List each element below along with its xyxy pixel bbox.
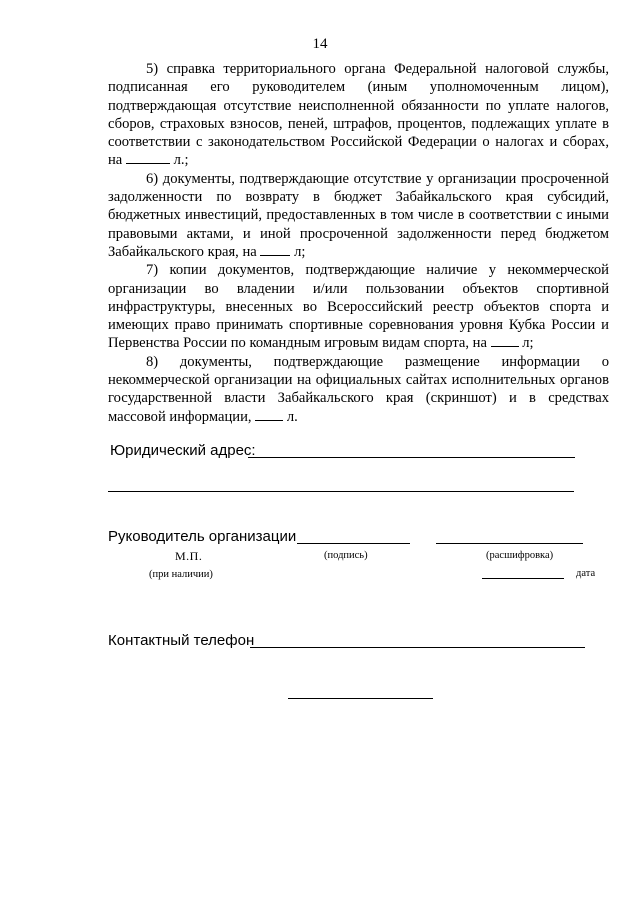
paragraph-suffix: л;: [290, 243, 306, 260]
page-count-blank: [255, 408, 283, 421]
page-count-blank: [491, 334, 519, 347]
paragraph-text: 7) копии документов, подтверждающие наличие у некоммерческой организации во владении и/или пользовании объектов спортивной инфраструктуры, внесенных во Всероссийский реестр объектов спорта и имеющих право принимать спортивные соревнования уровня Кубка России и Первенства России по командным игровым видам спорта, на: [108, 262, 609, 352]
document-body: [108, 60, 609, 426]
paragraph-suffix: л.: [283, 408, 298, 425]
page-number: 14: [312, 36, 328, 52]
stamp-label: М.П.: [175, 549, 203, 563]
signature-caption: (подпись): [324, 550, 368, 561]
paragraph-text: 5) справка территориального органа Федеральной налоговой службы, подписанная его руководителем (иным уполномоченным лицом), подтверждающая отсутствие неисполненной обязанности по уплате налогов, сборов, страховых взносов, пеней, штрафов, процентов, подлежащих уплате в соответствии с законодательством Российской Федерации о налогах и сборах, на: [108, 61, 609, 169]
list-item: [108, 60, 609, 170]
legal-address-line[interactable]: [248, 457, 575, 458]
date-line[interactable]: [482, 578, 564, 579]
paragraph-text: 6) документы, подтверждающие отсутствие у организации просроченной задолженности по возврату в бюджет Забайкальского края субсидий, бюджетных инвестиций, предоставленных в том числе в соответствии с иными правовыми актами, и иной просроченной задолженности перед бюджетом Забайкальского края, на: [108, 170, 609, 260]
paragraph-suffix: л.;: [169, 152, 189, 169]
closing-separator: [288, 698, 433, 699]
legal-address-line-2[interactable]: [108, 491, 574, 492]
decoding-line[interactable]: [436, 543, 583, 544]
signature-line[interactable]: [297, 543, 410, 544]
paragraph-text: 8) документы, подтверждающие размещение информации о некоммерческой организации на официальных сайтах исполнительных органов государственной власти Забайкальского края (скриншот) и в средствах массовой информации,: [108, 353, 609, 425]
head-label: Руководитель организации: [108, 528, 297, 545]
page-count-blank: [260, 243, 290, 256]
date-caption: дата: [576, 568, 596, 579]
page-count-blank: [126, 151, 170, 164]
legal-address-label: Юридический адрес:: [110, 442, 256, 459]
decoding-caption: (расшифровка): [486, 550, 554, 561]
phone-label: Контактный телефон: [108, 632, 255, 649]
stamp-note: (при наличии): [149, 569, 213, 580]
list-item: [108, 353, 609, 426]
paragraph-suffix: л;: [518, 335, 534, 352]
phone-line[interactable]: [250, 647, 585, 648]
list-item: [108, 261, 609, 352]
list-item: [108, 170, 609, 261]
